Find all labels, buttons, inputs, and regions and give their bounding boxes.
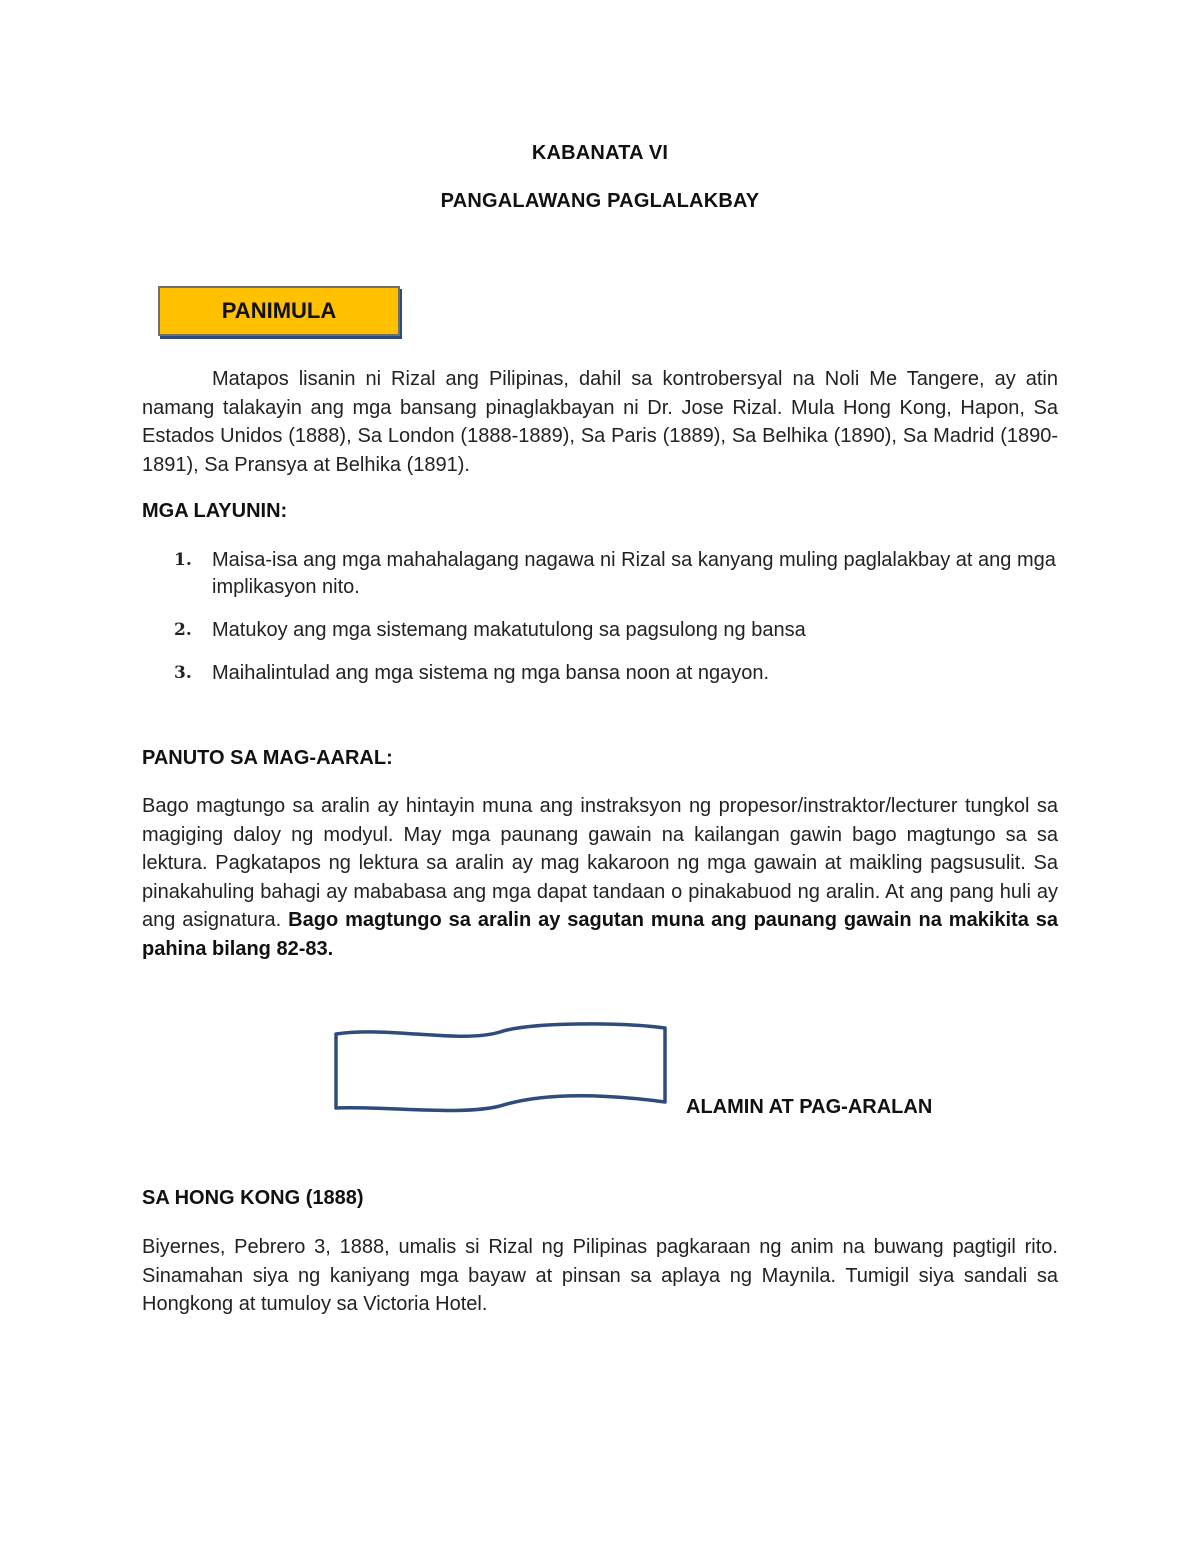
list-number: 2. — [174, 620, 192, 640]
list-item-text: Matukoy ang mga sistemang makatutulong sa pagsulong ng bansa — [212, 619, 806, 641]
hongkong-paragraph: Biyernes, Pebrero 3, 1888, umalis si Rizal ng Pilipinas pagkaraan ng anim na buwang pagtigil rito. Sinamahan siya ng kaniyang mga bayaw at pinsan sa aplaya ng Maynila. Tumigil siya sandali sa Hongkong at tumuloy sa Victoria Hotel. — [142, 1236, 1058, 1316]
hongkong-heading: SA HONG KONG (1888) — [142, 1187, 364, 1209]
list-number: 1. — [174, 550, 192, 570]
list-number: 3. — [174, 663, 192, 683]
instructions-bold-text: Bago magtungo sa aralin ay sagutan muna ang paunang gawain na makikita sa pahina bilang 82-83. — [142, 909, 1058, 960]
intro-paragraph — [142, 365, 1058, 479]
objectives-heading: MGA LAYUNIN: — [142, 500, 288, 522]
chapter-title: KABANATA VI — [531, 142, 669, 164]
instructions-heading: PANUTO SA MAG-AARAL: — [142, 747, 393, 769]
banner-shape — [330, 1020, 675, 1120]
list-item — [142, 660, 1058, 687]
intro-paragraph-text: Matapos lisanin ni Rizal ang Pilipinas, dahil sa kontrobersyal na Noli Me Tangere, ay atin namang talakayin ang mga bansang pinaglakbayan ni Dr. Jose Rizal. Mula Hong Kong, Hapon, Sa Estados Unidos (1888), Sa London (1888-1889), Sa Paris (1889), Sa Belhika (1890), Sa Madrid (1890-1891), Sa Pransya at Belhika (1891). — [142, 368, 1058, 476]
instructions-paragraph — [142, 792, 1058, 964]
instructions-text: Bago magtungo sa aralin ay hintayin muna ang instraksyon ng propesor/instraktor/lecturer tungkol sa magiging daloy ng modyul. May mga paunang gawain na kailangan gawin bago magtungo sa sa lektura. Pagkatapos ng lektura sa aralin ay mag kakaroon ng mga gawain at maikling pagsusulit. Sa pinakahuling bahagi ay mababasa ang mga dapat tandaan o pinakabuod ng aralin. At ang pang huli ay ang asignatura. — [142, 795, 1058, 932]
banner-caption: ALAMIN AT PAG-ARALAN — [686, 1096, 933, 1118]
list-item-text: Maisa-isa ang mga mahahalagang nagawa ni Rizal sa kanyang muling paglalakbay at ang mga implikasyon nito. — [212, 549, 1056, 598]
panimula-label: PANIMULA — [158, 286, 400, 336]
list-item — [142, 617, 1058, 644]
list-item — [142, 547, 1058, 601]
chapter-subtitle: PANGALAWANG PAGLALAKBAY — [440, 190, 760, 212]
list-item-text: Maihalintulad ang mga sistema ng mga bansa noon at ngayon. — [212, 662, 770, 684]
objectives-list — [142, 547, 1058, 703]
